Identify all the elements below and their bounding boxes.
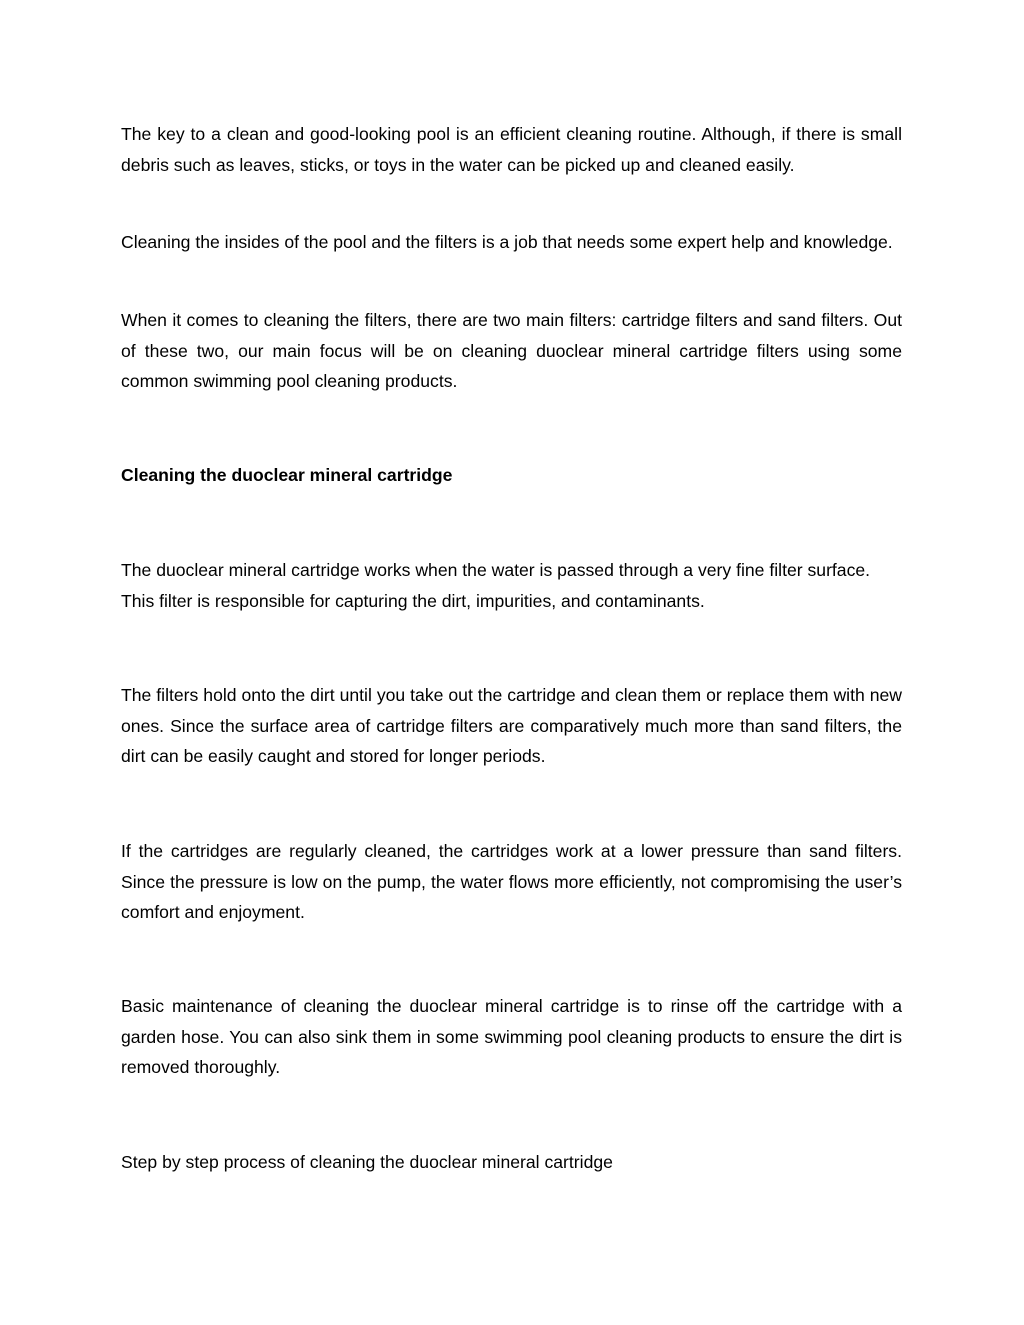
- filters-hold-dirt-paragraph: The filters hold onto the dirt until you take out the cartridge and clean them or replace them with new ones. Since the surface area of cartridge filters are comparatively much more than sand filters, the dirt can be easily caught and stored for longer periods.: [121, 685, 902, 766]
- step-by-step-subheading: Step by step process of cleaning the duoclear mineral cartridge: [121, 1152, 613, 1172]
- filters-paragraph: Cleaning the insides of the pool and the filters is a job that needs some expert help and knowledge.: [121, 232, 893, 252]
- intro-paragraph: The key to a clean and good-looking pool is an efficient cleaning routine. Although, if there is small debris such as leaves, sticks, or toys in the water can be picked up and cleaned easily.: [121, 124, 902, 175]
- cartridge-function-paragraph: The duoclear mineral cartridge works when the water is passed through a very fine filter surface. This filter is responsible for capturing the dirt, impurities, and contaminants.: [121, 560, 871, 611]
- pressure-paragraph: If the cartridges are regularly cleaned, the cartridges work at a lower pressure than sand filters. Since the pressure is low on the pump, the water flows more efficiently, not compromising the user’s comfort and enjoyment.: [121, 841, 902, 922]
- filter-types-paragraph: When it comes to cleaning the filters, there are two main filters: cartridge filters and sand filters. Out of these two, our main focus will be on cleaning duoclear mineral cartridge filters using some common swimming pool cleaning products.: [121, 310, 902, 391]
- maintenance-paragraph: Basic maintenance of cleaning the duoclear mineral cartridge is to rinse off the cartridge with a garden hose. You can also sink them in some swimming pool cleaning products to ensure the dirt is removed thoroughly.: [121, 996, 902, 1077]
- section-heading: Cleaning the duoclear mineral cartridge: [121, 465, 453, 485]
